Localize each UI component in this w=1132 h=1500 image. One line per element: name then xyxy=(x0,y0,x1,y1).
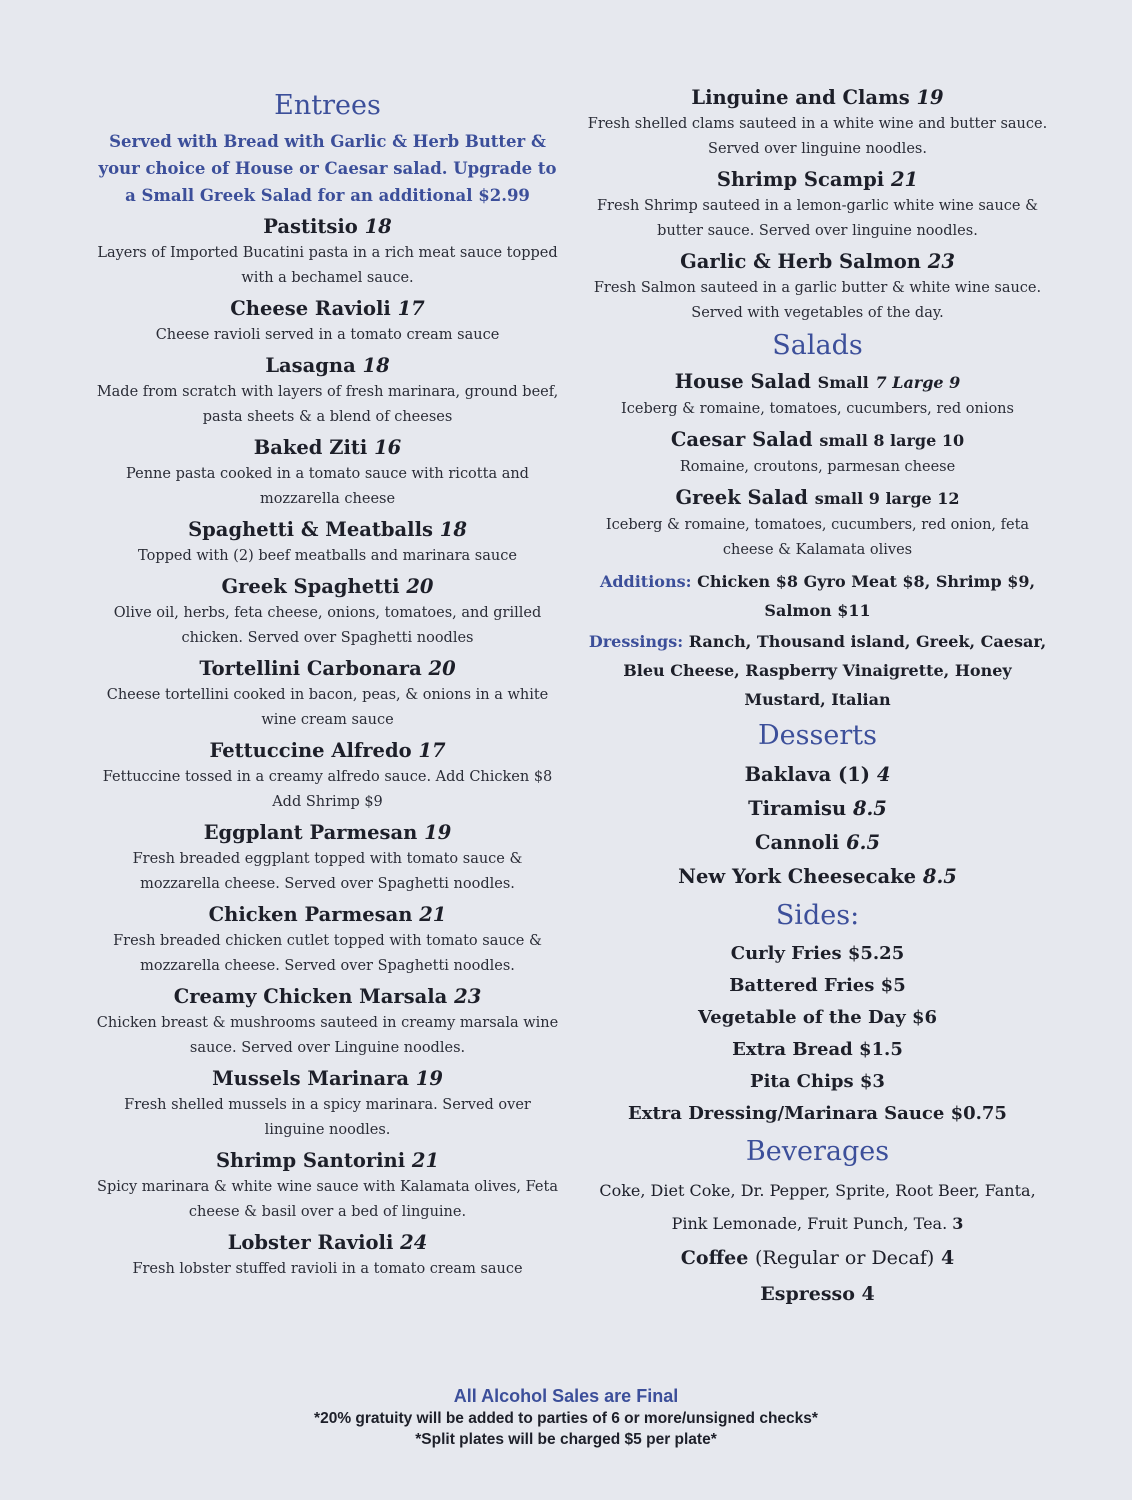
item-name: Coffee xyxy=(680,1247,749,1269)
sodas-line: Coke, Diet Coke, Dr. Pepper, Sprite, Root Beer, Fanta, xyxy=(599,1181,1036,1200)
side-item: Extra Bread $1.5 xyxy=(732,1039,903,1060)
item-price: 23 xyxy=(454,985,482,1008)
item-name: Greek Spaghetti xyxy=(221,575,400,598)
item-price: 20 xyxy=(428,657,456,680)
item-name: Shrimp Santorini xyxy=(215,1149,406,1172)
menu-item xyxy=(95,434,560,512)
item-name: Pastitsio xyxy=(263,215,358,238)
menu-item xyxy=(585,166,1050,244)
item-price: 8.5 xyxy=(852,797,887,820)
item-description: Made from scratch with layers of fresh marinara, ground beef, pasta sheets & a blend of cheeses xyxy=(96,384,559,425)
item-price: 21 xyxy=(419,903,447,926)
additions-label: Additions: xyxy=(599,572,692,591)
dressings-text: Ranch, Thousand island, Greek, Caesar, Bleu Cheese, Raspberry Vinaigrette, Honey Mustard, Italian xyxy=(623,632,1047,709)
item-name: Garlic & Herb Salmon xyxy=(680,250,921,273)
menu-item xyxy=(95,1147,560,1225)
menu-item xyxy=(585,84,1050,162)
item-name: Cannoli xyxy=(754,831,840,854)
item-price: 18 xyxy=(364,215,392,238)
salad-dressings xyxy=(585,627,1050,714)
sodas-line xyxy=(585,1207,1050,1240)
entrees-list xyxy=(95,213,560,1282)
side-item: Vegetable of the Day $6 xyxy=(697,1007,938,1028)
item-size: small 9 large 12 xyxy=(814,489,960,508)
additions-text: Chicken $8 Gyro Meat $8, Shrimp $9, Salmon $11 xyxy=(697,572,1036,620)
item-size: Small xyxy=(817,373,869,392)
left-column xyxy=(95,80,560,1286)
menu-item xyxy=(95,352,560,430)
menu-item xyxy=(585,368,1050,422)
item-price: 24 xyxy=(400,1231,428,1254)
item-name: Lasagna xyxy=(265,354,356,377)
menu-item xyxy=(95,655,560,733)
salads-list xyxy=(585,368,1050,563)
menu-item xyxy=(585,248,1050,326)
right-column xyxy=(585,84,1050,1312)
item-description: Fettuccine tossed in a creamy alfredo sauce. Add Chicken $8 Add Shrimp $9 xyxy=(102,769,553,810)
side-item: Extra Dressing/Marinara Sauce $0.75 xyxy=(628,1103,1007,1124)
item-description: Penne pasta cooked in a tomato sauce with ricotta and mozzarella cheese xyxy=(126,466,529,507)
side-item: Curly Fries $5.25 xyxy=(730,943,905,964)
split-plate-notice: *Split plates will be charged $5 per plate* xyxy=(415,1431,717,1448)
item-name: Lobster Ravioli xyxy=(227,1231,394,1254)
item-name: Mussels Marinara xyxy=(212,1067,409,1090)
item-description: Iceberg & romaine, tomatoes, cucumbers, red onion, feta cheese & Kalamata olives xyxy=(605,517,1030,558)
item-name: Linguine and Clams xyxy=(691,86,910,109)
sodas-price: 3 xyxy=(952,1214,964,1233)
item-description: Fresh shelled mussels in a spicy marinara. Served over linguine noodles. xyxy=(124,1097,531,1138)
sides-list xyxy=(585,938,1050,1130)
menu-item xyxy=(585,426,1050,480)
item-name: Baklava (1) xyxy=(744,763,871,786)
item-description: Iceberg & romaine, tomatoes, cucumbers, red onions xyxy=(621,401,1014,417)
salads-title: Salads xyxy=(772,330,863,361)
menu-item xyxy=(585,484,1050,563)
entrees-title: Entrees xyxy=(274,90,381,121)
item-price: 17 xyxy=(397,297,425,320)
item-name: Spaghetti & Meatballs xyxy=(188,518,433,541)
espresso-item: Espresso 4 xyxy=(760,1283,875,1305)
item-description: Fresh Shrimp sauteed in a lemon-garlic white wine sauce & butter sauce. Served over linguine noodles. xyxy=(596,198,1038,239)
coffee-item xyxy=(585,1240,1050,1276)
item-description: Layers of Imported Bucatini pasta in a rich meat sauce topped with a bechamel sauce. xyxy=(97,245,558,286)
item-price: 21 xyxy=(411,1149,440,1172)
item-price: 18 xyxy=(439,518,467,541)
dessert-item xyxy=(585,792,1050,826)
item-price: 4 xyxy=(876,763,891,786)
item-description: Fresh breaded chicken cutlet topped with tomato sauce & mozzarella cheese. Served over Spaghetti noodles. xyxy=(113,933,542,974)
item-description: Chicken breast & mushrooms sauteed in creamy marsala wine sauce. Served over Linguine noodles. xyxy=(96,1015,559,1056)
item-price: 19 xyxy=(415,1067,443,1090)
menu-item xyxy=(95,901,560,979)
item-price: 19 xyxy=(916,86,944,109)
menu-item xyxy=(95,1229,560,1282)
item-name: Tortellini Carbonara xyxy=(199,657,422,680)
item-price: 6.5 xyxy=(846,831,881,854)
dessert-item xyxy=(585,826,1050,860)
item-price: 20 xyxy=(406,575,434,598)
item-description: Cheese ravioli served in a tomato cream sauce xyxy=(155,327,500,343)
item-price: 23 xyxy=(927,250,955,273)
item-description: Fresh Salmon sauteed in a garlic butter & white wine sauce. Served with vegetables of the day. xyxy=(593,280,1042,321)
gratuity-notice: *20% gratuity will be added to parties of 6 or more/unsigned checks* xyxy=(314,1410,818,1427)
item-price: 17 xyxy=(418,739,446,762)
menu-item xyxy=(95,213,560,291)
menu-item xyxy=(95,1065,560,1143)
item-size: small 8 large 10 xyxy=(819,431,965,450)
item-name: Creamy Chicken Marsala xyxy=(173,985,448,1008)
item-name: Cheese Ravioli xyxy=(230,297,391,320)
item-price: 16 xyxy=(374,436,402,459)
salad-additions xyxy=(585,567,1050,625)
dessert-item xyxy=(585,860,1050,894)
item-description: Romaine, croutons, parmesan cheese xyxy=(679,459,956,475)
item-description: Fresh shelled clams sauteed in a white wine and butter sauce. Served over linguine noodles. xyxy=(587,116,1048,157)
item-description: Cheese tortellini cooked in bacon, peas, & onions in a white wine cream sauce xyxy=(106,687,549,728)
beverages-title: Beverages xyxy=(745,1136,890,1167)
item-name: House Salad xyxy=(674,370,811,393)
item-description: Olive oil, herbs, feta cheese, onions, tomatoes, and grilled chicken. Served over Spaghetti noodles xyxy=(113,605,542,646)
dessert-item xyxy=(585,758,1050,792)
coffee-note: (Regular or Decaf) xyxy=(755,1247,935,1269)
item-price: 18 xyxy=(362,354,390,377)
item-description: Spicy marinara & white wine sauce with Kalamata olives, Feta cheese & basil over a bed of linguine. xyxy=(97,1179,558,1220)
side-item: Battered Fries $5 xyxy=(729,975,906,996)
menu-item xyxy=(95,573,560,651)
menu-item xyxy=(95,819,560,897)
item-price: 7 Large 9 xyxy=(875,373,961,392)
dressings-label: Dressings: xyxy=(588,632,684,651)
item-name: Eggplant Parmesan xyxy=(203,821,418,844)
sodas-text: Pink Lemonade, Fruit Punch, Tea. xyxy=(671,1214,948,1233)
menu-footer xyxy=(0,1384,1132,1450)
item-name: New York Cheesecake xyxy=(678,865,917,888)
alcohol-notice: All Alcohol Sales are Final xyxy=(453,1386,679,1406)
desserts-title: Desserts xyxy=(758,720,877,751)
desserts-list xyxy=(585,758,1050,894)
item-name: Fettuccine Alfredo xyxy=(209,739,412,762)
beverages-list xyxy=(585,1174,1050,1312)
item-name: Greek Salad xyxy=(675,486,808,509)
menu-item xyxy=(95,516,560,569)
item-price: 8.5 xyxy=(922,865,957,888)
item-price: 21 xyxy=(890,168,919,191)
item-name: Shrimp Scampi xyxy=(716,168,885,191)
entrees-continued-list xyxy=(585,84,1050,326)
item-description: Fresh lobster stuffed ravioli in a tomato cream sauce xyxy=(132,1261,523,1277)
item-name: Baked Ziti xyxy=(253,436,368,459)
menu-item xyxy=(95,983,560,1061)
item-name: Caesar Salad xyxy=(670,428,813,451)
menu-item xyxy=(95,737,560,815)
item-name: Tiramisu xyxy=(748,797,847,820)
side-item: Pita Chips $3 xyxy=(750,1071,885,1092)
entrees-intro: Served with Bread with Garlic & Herb Butter & your choice of House or Caesar salad. Upgrade to a Small Greek Salad for an additional $2.99 xyxy=(98,132,557,205)
menu-item xyxy=(95,295,560,348)
item-name: Chicken Parmesan xyxy=(208,903,413,926)
item-description: Topped with (2) beef meatballs and marinara sauce xyxy=(138,548,517,564)
item-description: Fresh breaded eggplant topped with tomato sauce & mozzarella cheese. Served over Spaghetti noodles. xyxy=(132,851,523,892)
item-price: 19 xyxy=(424,821,452,844)
item-price: 4 xyxy=(940,1247,955,1269)
sides-title: Sides: xyxy=(775,900,860,931)
